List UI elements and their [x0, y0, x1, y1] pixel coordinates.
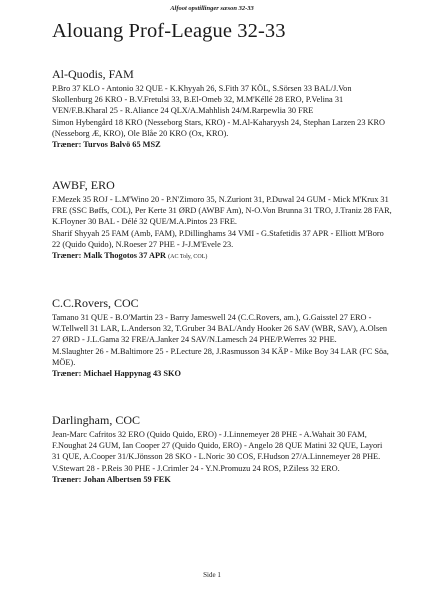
coach-line [52, 250, 392, 263]
coach-label: Træner: [52, 251, 82, 261]
team-roster [52, 429, 392, 474]
roster-paragraph: P.Bro 37 KLO - Antonio 32 QUE - K.Khyyah 26, S.Fith 37 KÖL, S.Sörsen 33 BAL/J.Von Skollenburg 26 KRO - B.V.Fretulsi 33, B.El-Omeb 32, M.M'Kéllé 28 ERO, P.Velina 31 VEN/F.B.Kharal 25 - R.Aliance 24 QLX/A.Mahhlish 24/M.Rarpewlia 30 FRE [52, 84, 352, 116]
roster-paragraph: M.Slaughter 26 - M.Baltimore 25 - P.Lecture 28, J.Rasmusson 34 KÄP - Mike Boy 34 LAR (FC Söa, MÖE). [52, 346, 389, 367]
coach-line [52, 368, 392, 379]
roster-paragraph: F.Mezek 35 ROJ - L.M'Wino 20 - P.N'Zimoro 35, N.Zuriont 31, P.Duwal 24 GUM - Mick M'Krux 31 FRE (SSC Bøffs, COL), Per Kerte 31 ØRD (AWBF Am), N-O.Von Brunna 31 TRO, J.Traniz 28 FAR, K.Floyner 30 BAL - Délé 32 QUE/M.A.Pintos 23 FRE. [52, 195, 392, 227]
team-name: Darlingham, COC [52, 413, 140, 427]
roster-paragraph: Sharif Shyyah 25 FAM (Amb, FAM), P.Dillinghams 34 VMI - G.Stafetidis 37 APR - Elliott M'Boro 22 (Quido Quido), N.Roeser 27 PHE - J-J.M'Evele 23. [52, 228, 384, 249]
coach-line [52, 474, 392, 485]
roster-paragraph: Simon Hybengård 18 KRO (Nesseborg Stars, KRO) - M.Al-Kaharyysh 24, Stephan Larzen 23 KRO (Nesseborg Æ, KRO), Ole Blåe 20 KRO (Ox, KRO). [52, 117, 386, 138]
team-roster [52, 312, 392, 368]
team-roster [52, 194, 392, 250]
header-note: Alfoot opstillinger sæson 32-33 [170, 5, 254, 12]
coach-label: Træner: [52, 474, 82, 484]
coach-line [52, 139, 392, 150]
page-number: Side 1 [203, 571, 221, 579]
coach-name: Turvos Balvö 65 MSZ [83, 140, 161, 150]
coach-name: Malk Thogotos 37 APR [83, 251, 167, 261]
coach-name: Johan Albertsen 59 FEK [83, 474, 171, 484]
roster-paragraph: Jean-Marc Cafritos 32 ERO (Quido Quido, ERO) - J.Linnemeyer 28 PHE - A.Wahait 30 FAM, F.Noughat 24 GUM, Ian Cooper 27 (Quido Quido, ERO) - Angelo 28 QUE Matini 32 QUE, Layori 31 QUE, A.Cooper 31/K.Jönsson 28 SKO - L.Noric 30 COS, F.Hudson 27/A.Linnemeyer 28 PHE. [52, 430, 383, 462]
coach-label: Træner: [52, 140, 82, 150]
roster-paragraph: V.Stewart 28 - P.Reis 30 PHE - J.Crimler 24 - Y.N.Promuzu 24 ROS, P.Ziless 32 ERO. [52, 463, 340, 473]
team-section-al-quodis [52, 67, 392, 150]
coach-note: (AC Toly, COL) [168, 254, 208, 261]
coach-name: Michael Happynag 43 SKO [83, 369, 181, 379]
team-section-cc-rovers [52, 296, 392, 379]
team-name: AWBF, ERO [52, 178, 115, 192]
coach-label: Træner: [52, 369, 82, 379]
team-name: Al-Quodis, FAM [52, 67, 134, 81]
team-name: C.C.Rovers, COC [52, 296, 139, 310]
team-section-awbf [52, 178, 392, 263]
team-roster [52, 83, 392, 139]
team-section-darlingham [52, 413, 392, 485]
roster-paragraph: Tamano 31 QUE - B.O'Martin 23 - Barry Jameswell 24 (C.C.Rovers, am.), G.Gaisstel 27 ERO - W.Tellwell 31 LAR, L.Anderson 32, T.Gruber 34 BAL/Andy Hooker 26 SAV (WBR, SAV), A.Olsen 27 ØRD - J.L.Gama 32 FRE/A.Janker 24 SAV/N.Lamesch 24 PHE/P.Werres 32 PHE. [52, 313, 388, 345]
page-title: Alouang Prof-League 32-33 [52, 20, 286, 42]
